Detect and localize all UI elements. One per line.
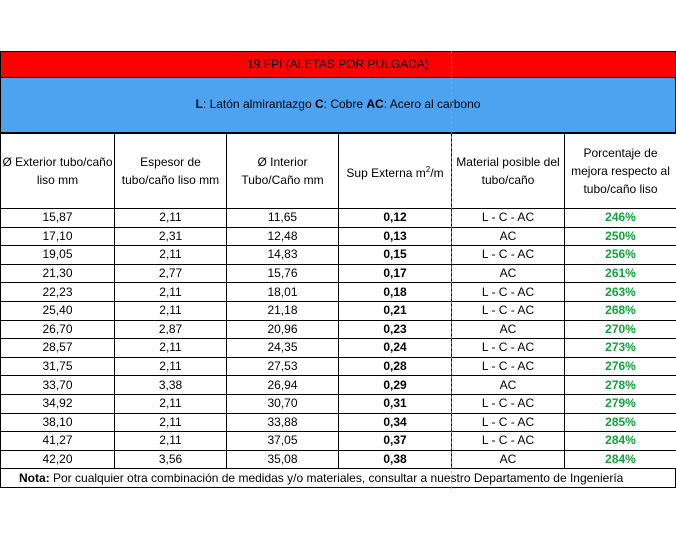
cell-material: L - C - AC: [452, 394, 565, 413]
cell-exterior: 17,10: [1, 227, 115, 246]
cell-exterior: 25,40: [1, 301, 115, 320]
table-title: 19 FPI (ALETAS POR PULGADA): [247, 57, 429, 71]
cell-espesor: 3,56: [115, 450, 227, 469]
cell-exterior: 33,70: [1, 376, 115, 395]
cell-material: AC: [452, 450, 565, 469]
legend-ac-text: : Acero al carbono: [383, 97, 481, 111]
cell-espesor: 2,11: [115, 357, 227, 376]
cell-sup: 0,17: [339, 264, 452, 283]
header-sup-exponent: 2: [425, 164, 431, 174]
title-bar: [0, 51, 676, 78]
cell-sup: 0,29: [339, 376, 452, 395]
cell-pct: 273%: [565, 339, 676, 358]
cell-interior: 20,96: [227, 320, 339, 339]
tube-table: [0, 133, 676, 469]
table-row: [1, 264, 676, 283]
table-row: [1, 301, 676, 320]
table-row: [1, 432, 676, 451]
cell-pct: 270%: [565, 320, 676, 339]
cell-sup: 0,18: [339, 283, 452, 302]
cell-sup: 0,12: [339, 209, 452, 228]
cell-interior: 14,83: [227, 246, 339, 265]
header-espesor: Espesor de tubo/caño liso mm: [115, 134, 227, 209]
table-row: [1, 320, 676, 339]
cell-interior: 24,35: [227, 339, 339, 358]
table-row: [1, 246, 676, 265]
cell-material: L - C - AC: [452, 413, 565, 432]
cell-exterior: 28,57: [1, 339, 115, 358]
cell-material: AC: [452, 264, 565, 283]
cell-sup: 0,37: [339, 432, 452, 451]
cell-pct: 279%: [565, 394, 676, 413]
cell-espesor: 2,11: [115, 209, 227, 228]
cell-sup: 0,31: [339, 394, 452, 413]
cell-espesor: 2,11: [115, 432, 227, 451]
cell-pct: 263%: [565, 283, 676, 302]
cell-exterior: 21,30: [1, 264, 115, 283]
table-row: [1, 357, 676, 376]
cell-interior: 12,48: [227, 227, 339, 246]
cell-interior: 33,88: [227, 413, 339, 432]
spreadsheet: [0, 51, 676, 488]
cell-exterior: 19,05: [1, 246, 115, 265]
cell-pct: 250%: [565, 227, 676, 246]
cell-material: AC: [452, 376, 565, 395]
cell-sup: 0,21: [339, 301, 452, 320]
cell-interior: 11,65: [227, 209, 339, 228]
table-row: [1, 209, 676, 228]
legend-c-text: : Cobre: [323, 97, 367, 111]
header-row: [1, 134, 676, 209]
cell-interior: 21,18: [227, 301, 339, 320]
legend-ac-key: AC: [366, 97, 384, 111]
header-sup-externa: [339, 134, 452, 209]
cell-pct: 284%: [565, 432, 676, 451]
cell-exterior: 15,87: [1, 209, 115, 228]
cell-espesor: 2,11: [115, 283, 227, 302]
cell-pct: 276%: [565, 357, 676, 376]
cell-pct: 278%: [565, 376, 676, 395]
legend-c-key: C: [314, 97, 324, 111]
cell-material: L - C - AC: [452, 432, 565, 451]
material-legend: [0, 78, 676, 133]
cell-material: L - C - AC: [452, 301, 565, 320]
cell-sup: 0,28: [339, 357, 452, 376]
cell-material: AC: [452, 320, 565, 339]
cell-sup: 0,23: [339, 320, 452, 339]
cell-espesor: 2,11: [115, 413, 227, 432]
cell-interior: 15,76: [227, 264, 339, 283]
cell-exterior: 22,23: [1, 283, 115, 302]
cell-espesor: 2,77: [115, 264, 227, 283]
legend-l-text: : Latón almirantazgo: [202, 97, 315, 111]
cell-espesor: 2,11: [115, 301, 227, 320]
cell-pct: 284%: [565, 450, 676, 469]
header-sup-unit: /m: [430, 165, 444, 180]
cell-pct: 268%: [565, 301, 676, 320]
cell-espesor: 2,11: [115, 246, 227, 265]
cell-material: L - C - AC: [452, 357, 565, 376]
table-body: [1, 209, 676, 469]
legend-l-key: L: [195, 97, 203, 111]
header-porcentaje: Porcentaje de mejora respecto al tubo/caño liso: [565, 134, 676, 209]
cell-espesor: 2,11: [115, 339, 227, 358]
note-text: Por cualquier otra combinación de medidas y/o materiales, consultar a nuestro Departamento de Ingeniería: [49, 471, 624, 486]
cell-interior: 37,05: [227, 432, 339, 451]
cell-exterior: 42,20: [1, 450, 115, 469]
cell-material: L - C - AC: [452, 283, 565, 302]
cell-material: L - C - AC: [452, 209, 565, 228]
cell-sup: 0,24: [339, 339, 452, 358]
cell-interior: 27,53: [227, 357, 339, 376]
cell-pct: 285%: [565, 413, 676, 432]
note-label: Nota:: [19, 471, 50, 486]
table-row: [1, 394, 676, 413]
cell-sup: 0,15: [339, 246, 452, 265]
table-row: [1, 227, 676, 246]
cell-pct: 261%: [565, 264, 676, 283]
cell-interior: 35,08: [227, 450, 339, 469]
cell-material: L - C - AC: [452, 339, 565, 358]
cell-exterior: 38,10: [1, 413, 115, 432]
cell-espesor: 2,11: [115, 394, 227, 413]
table-row: [1, 413, 676, 432]
table-row: [1, 376, 676, 395]
cell-exterior: 34,92: [1, 394, 115, 413]
cell-exterior: 31,75: [1, 357, 115, 376]
cell-sup: 0,13: [339, 227, 452, 246]
cell-exterior: 41,27: [1, 432, 115, 451]
cell-material: L - C - AC: [452, 246, 565, 265]
table-row: [1, 450, 676, 469]
footer-note: [0, 469, 676, 488]
cell-espesor: 2,31: [115, 227, 227, 246]
cell-espesor: 2,87: [115, 320, 227, 339]
page-break-line: [451, 51, 452, 489]
cell-material: AC: [452, 227, 565, 246]
header-exterior: Ø Exterior tubo/caño liso mm: [1, 134, 115, 209]
cell-interior: 30,70: [227, 394, 339, 413]
cell-pct: 256%: [565, 246, 676, 265]
cell-interior: 18,01: [227, 283, 339, 302]
table-row: [1, 339, 676, 358]
cell-sup: 0,34: [339, 413, 452, 432]
header-interior: Ø Interior Tubo/Caño mm: [227, 134, 339, 209]
header-material: Material posible del tubo/caño: [452, 134, 565, 209]
cell-espesor: 3,38: [115, 376, 227, 395]
cell-interior: 26,94: [227, 376, 339, 395]
cell-sup: 0,38: [339, 450, 452, 469]
header-sup-label: Sup Externa m: [346, 165, 426, 180]
cell-pct: 246%: [565, 209, 676, 228]
cell-exterior: 26,70: [1, 320, 115, 339]
table-row: [1, 283, 676, 302]
